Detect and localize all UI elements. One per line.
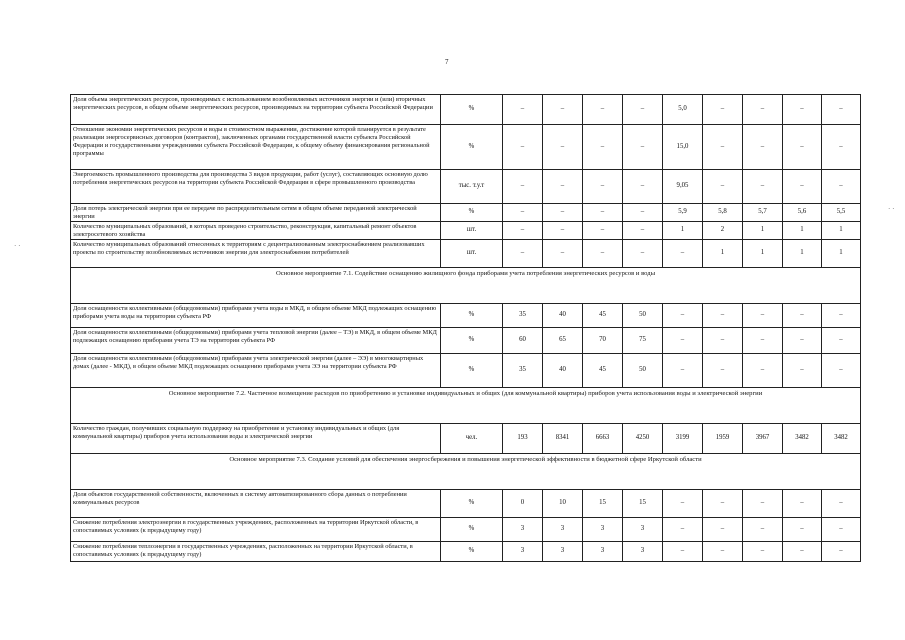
value-cell: – bbox=[663, 328, 703, 354]
value-cell: – bbox=[623, 240, 663, 268]
indicator-name: Снижение потребления теплоэнергии в государственных учреждениях, расположенных на территории Иркутской области, в сопоставимых условиях (к предыдущему году) bbox=[71, 542, 441, 562]
value-cell: 1 bbox=[783, 222, 822, 240]
value-cell: 5,7 bbox=[743, 204, 783, 222]
value-cell: 3 bbox=[583, 518, 623, 542]
unit-cell: % bbox=[441, 328, 503, 354]
table-row bbox=[71, 328, 861, 354]
value-cell: 3 bbox=[503, 518, 543, 542]
unit-cell: % bbox=[441, 542, 503, 562]
table-row bbox=[71, 204, 861, 222]
value-cell: 1959 bbox=[703, 424, 743, 454]
value-cell: – bbox=[503, 222, 543, 240]
value-cell: – bbox=[583, 240, 623, 268]
value-cell: – bbox=[623, 125, 663, 170]
value-cell: – bbox=[783, 95, 822, 125]
value-cell: – bbox=[663, 240, 703, 268]
value-cell: – bbox=[543, 222, 583, 240]
indicator-name: Количество граждан, получивших социальную поддержку на приобретение и установку индивидуальных и общих (для коммунальной квартиры) приборов учета использования воды и электрической энергии bbox=[71, 424, 441, 454]
value-cell: 35 bbox=[503, 354, 543, 388]
value-cell: – bbox=[663, 304, 703, 328]
value-cell: 45 bbox=[583, 354, 623, 388]
left-margin-mark: · · bbox=[14, 242, 21, 250]
indicator-name: Доля объектов государственной собственности, включенных в систему автоматизированного сбора данных о потреблении коммунальных ресурсов bbox=[71, 490, 441, 518]
value-cell: – bbox=[503, 125, 543, 170]
value-cell: 15,0 bbox=[663, 125, 703, 170]
value-cell: – bbox=[583, 204, 623, 222]
value-cell: – bbox=[703, 490, 743, 518]
value-cell: – bbox=[743, 125, 783, 170]
unit-cell: % bbox=[441, 518, 503, 542]
value-cell: 65 bbox=[543, 328, 583, 354]
indicator-name: Доля объема энергетических ресурсов, производимых с использованием возобновляемых источников энергии и (или) вторичных энергетических ресурсов, в общем объеме энергетических ресурсов, производимых на территории субъекта Российской Федерации bbox=[71, 95, 441, 125]
value-cell: 1 bbox=[783, 240, 822, 268]
unit-cell: % bbox=[441, 95, 503, 125]
value-cell: 193 bbox=[503, 424, 543, 454]
value-cell: – bbox=[783, 354, 822, 388]
right-margin-mark: · · bbox=[888, 205, 895, 213]
value-cell: – bbox=[703, 328, 743, 354]
table-row bbox=[71, 518, 861, 542]
section-heading: Основное мероприятие 7.3. Создание условий для обеспечения энергосбережения и повышения энергетической эффективности в бюджетной сфере Иркутской области bbox=[71, 454, 861, 490]
section-heading-row bbox=[71, 388, 861, 424]
unit-cell: % bbox=[441, 490, 503, 518]
value-cell: – bbox=[623, 95, 663, 125]
value-cell: – bbox=[822, 518, 861, 542]
value-cell: 15 bbox=[583, 490, 623, 518]
value-cell: – bbox=[822, 170, 861, 204]
value-cell: 1 bbox=[743, 222, 783, 240]
section-heading-row bbox=[71, 454, 861, 490]
indicator-name: Доля оснащенности коллективными (общедомовыми) приборами учета воды в МКД, в общем объеме МКД подлежащих оснащению приборами учета воды на территории субъекта РФ bbox=[71, 304, 441, 328]
page-number: 7 bbox=[445, 58, 449, 66]
value-cell: – bbox=[703, 125, 743, 170]
value-cell: – bbox=[543, 125, 583, 170]
value-cell: – bbox=[783, 518, 822, 542]
unit-cell: % bbox=[441, 304, 503, 328]
value-cell: 1 bbox=[822, 222, 861, 240]
value-cell: – bbox=[583, 95, 623, 125]
value-cell: – bbox=[743, 170, 783, 204]
value-cell: 1 bbox=[663, 222, 703, 240]
value-cell: 5,0 bbox=[663, 95, 703, 125]
value-cell: 5,8 bbox=[703, 204, 743, 222]
value-cell: 0 bbox=[503, 490, 543, 518]
value-cell: – bbox=[743, 95, 783, 125]
value-cell: 4250 bbox=[623, 424, 663, 454]
value-cell: 5,5 bbox=[822, 204, 861, 222]
table-row bbox=[71, 240, 861, 268]
value-cell: – bbox=[743, 354, 783, 388]
value-cell: – bbox=[822, 328, 861, 354]
section-heading: Основное мероприятие 7.2. Частичное возмещение расходов по приобретению и установке индивидуальных и общих (для коммунальной квартиры) приборов учета использования воды и электрической энергии bbox=[71, 388, 861, 424]
table-row bbox=[71, 170, 861, 204]
value-cell: 35 bbox=[503, 304, 543, 328]
value-cell: 3 bbox=[623, 542, 663, 562]
value-cell: 50 bbox=[623, 304, 663, 328]
value-cell: – bbox=[703, 518, 743, 542]
table-row bbox=[71, 542, 861, 562]
value-cell: – bbox=[503, 95, 543, 125]
indicator-name: Доля оснащенности коллективными (общедомовыми) приборами учета тепловой энергии (далее – ТЭ) в МКД, в общем объеме МКД подлежащих оснащению приборами учета ТЭ на территории субъекта РФ bbox=[71, 328, 441, 354]
value-cell: – bbox=[703, 170, 743, 204]
indicator-name: Доля потерь электрической энергии при ее передаче по распределительным сетям в общем объеме переданной электрической энергии bbox=[71, 204, 441, 222]
value-cell: – bbox=[783, 490, 822, 518]
value-cell: – bbox=[503, 204, 543, 222]
unit-cell: чел. bbox=[441, 424, 503, 454]
value-cell: 8341 bbox=[543, 424, 583, 454]
value-cell: 1 bbox=[743, 240, 783, 268]
value-cell: – bbox=[822, 95, 861, 125]
value-cell: – bbox=[543, 170, 583, 204]
value-cell: – bbox=[543, 95, 583, 125]
value-cell: 3 bbox=[583, 542, 623, 562]
value-cell: – bbox=[783, 170, 822, 204]
table-row bbox=[71, 125, 861, 170]
indicator-name: Количество муниципальных образований, в которых проведено строительство, реконструкция, капитальный ремонт объектов электросетевого хозяйства bbox=[71, 222, 441, 240]
value-cell: 75 bbox=[623, 328, 663, 354]
value-cell: 3482 bbox=[783, 424, 822, 454]
unit-cell: шт. bbox=[441, 222, 503, 240]
value-cell: – bbox=[583, 125, 623, 170]
value-cell: – bbox=[783, 125, 822, 170]
value-cell: 5,9 bbox=[663, 204, 703, 222]
value-cell: – bbox=[743, 490, 783, 518]
value-cell: 70 bbox=[583, 328, 623, 354]
indicator-name: Отношение экономии энергетических ресурсов и воды в стоимостном выражении, достижение которой планируется в результате реализации энергосервисных договоров (контрактов), заключенных органами государственной власти субъекта Российской Федерации и государственными учреждениями субъекта Российской Федерации, к общему объему финансирования региональной программы bbox=[71, 125, 441, 170]
value-cell: – bbox=[623, 204, 663, 222]
value-cell: 60 bbox=[503, 328, 543, 354]
section-heading-row bbox=[71, 268, 861, 304]
indicator-name: Снижение потребления электроэнергии в государственных учреждениях, расположенных на территории Иркутской области, в сопоставимых условиях (к предыдущему году) bbox=[71, 518, 441, 542]
table-row bbox=[71, 222, 861, 240]
value-cell: – bbox=[822, 304, 861, 328]
table-row bbox=[71, 354, 861, 388]
value-cell: 50 bbox=[623, 354, 663, 388]
value-cell: – bbox=[822, 542, 861, 562]
value-cell: – bbox=[663, 542, 703, 562]
value-cell: 1 bbox=[703, 240, 743, 268]
value-cell: – bbox=[743, 328, 783, 354]
value-cell: 3967 bbox=[743, 424, 783, 454]
value-cell: – bbox=[663, 518, 703, 542]
value-cell: – bbox=[663, 490, 703, 518]
value-cell: – bbox=[583, 222, 623, 240]
value-cell: – bbox=[783, 542, 822, 562]
value-cell: – bbox=[743, 518, 783, 542]
value-cell: 3 bbox=[623, 518, 663, 542]
value-cell: 3 bbox=[503, 542, 543, 562]
indicator-name: Энергоемкость промышленного производства для производства 3 видов продукции, работ (услуг), составляющих основную долю потребления энергетических ресурсов на территории субъекта Российской Федерации в сфере промышленного производства bbox=[71, 170, 441, 204]
value-cell: – bbox=[663, 354, 703, 388]
unit-cell: тыс. т.у.т bbox=[441, 170, 503, 204]
value-cell: – bbox=[703, 304, 743, 328]
value-cell: 40 bbox=[543, 304, 583, 328]
value-cell: 3 bbox=[543, 518, 583, 542]
value-cell: 3 bbox=[543, 542, 583, 562]
unit-cell: % bbox=[441, 204, 503, 222]
table-row bbox=[71, 490, 861, 518]
value-cell: – bbox=[703, 354, 743, 388]
value-cell: – bbox=[783, 304, 822, 328]
value-cell: – bbox=[703, 542, 743, 562]
table-row bbox=[71, 304, 861, 328]
value-cell: – bbox=[743, 304, 783, 328]
value-cell: – bbox=[623, 170, 663, 204]
value-cell: 3199 bbox=[663, 424, 703, 454]
value-cell: – bbox=[543, 240, 583, 268]
unit-cell: шт. bbox=[441, 240, 503, 268]
value-cell: – bbox=[783, 328, 822, 354]
value-cell: 5,6 bbox=[783, 204, 822, 222]
indicator-name: Доля оснащенности коллективными (общедомовыми) приборами учета электрической энергии (далее – ЭЭ) в многоквартирных домах (далее - МКД), в общем объеме МКД подлежащих оснащению приборами учета ЭЭ на территории субъекта РФ bbox=[71, 354, 441, 388]
value-cell: 3482 bbox=[822, 424, 861, 454]
value-cell: 1 bbox=[822, 240, 861, 268]
value-cell: – bbox=[583, 170, 623, 204]
unit-cell: % bbox=[441, 125, 503, 170]
value-cell: – bbox=[743, 542, 783, 562]
value-cell: – bbox=[703, 95, 743, 125]
unit-cell: % bbox=[441, 354, 503, 388]
value-cell: 15 bbox=[623, 490, 663, 518]
value-cell: 10 bbox=[543, 490, 583, 518]
value-cell: 45 bbox=[583, 304, 623, 328]
table-row bbox=[71, 95, 861, 125]
value-cell: – bbox=[503, 240, 543, 268]
value-cell: 9,05 bbox=[663, 170, 703, 204]
indicator-name: Количество муниципальных образований отнесенных к территориям с децентрализованным электроснабжением реализовавших проекты по строительству возобновляемых источников энергии для электроснабжения потребителей bbox=[71, 240, 441, 268]
value-cell: – bbox=[503, 170, 543, 204]
value-cell: – bbox=[623, 222, 663, 240]
value-cell: 40 bbox=[543, 354, 583, 388]
value-cell: – bbox=[822, 125, 861, 170]
value-cell: – bbox=[822, 490, 861, 518]
section-heading: Основное мероприятие 7.1. Содействие оснащению жилищного фонда приборами учета потребления энергетических ресурсов и воды bbox=[71, 268, 861, 304]
table-row bbox=[71, 424, 861, 454]
indicators-table bbox=[70, 94, 861, 562]
value-cell: 2 bbox=[703, 222, 743, 240]
value-cell: 6663 bbox=[583, 424, 623, 454]
value-cell: – bbox=[822, 354, 861, 388]
value-cell: – bbox=[543, 204, 583, 222]
